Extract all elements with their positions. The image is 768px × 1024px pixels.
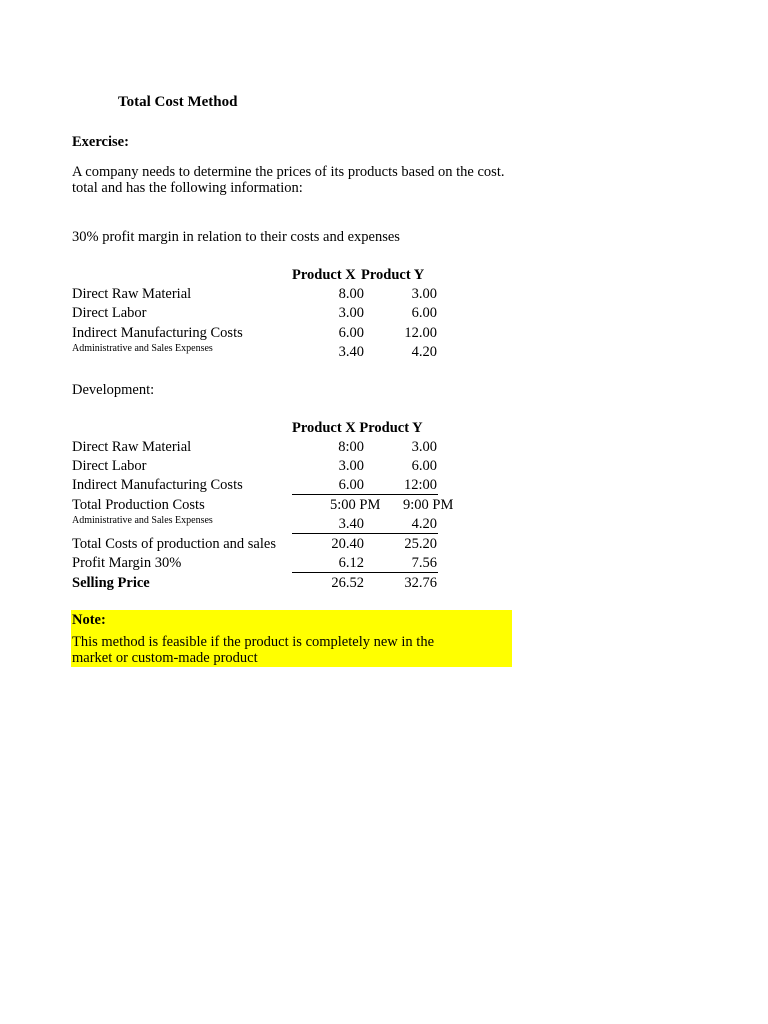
dev-row-y: 25.20: [404, 536, 437, 552]
total-rule: [292, 533, 438, 534]
development-heading: Development:: [72, 382, 155, 398]
dev-row-y: 32.76: [404, 575, 437, 591]
development-header: Product X Product Y: [292, 420, 423, 436]
table1-row-label: Indirect Manufacturing Costs: [72, 325, 243, 341]
dev-row-label: Direct Raw Material: [72, 439, 192, 455]
note-heading: Note:: [72, 612, 106, 628]
dev-row-y: 3.00: [411, 439, 437, 455]
dev-row-x: 5:00 PM: [330, 497, 381, 513]
dev-row-label: Total Costs of production and sales: [72, 536, 276, 552]
dev-row-label: Indirect Manufacturing Costs: [72, 477, 243, 493]
dev-row-x: 20.40: [331, 536, 364, 552]
table1-row-x: 8.00: [338, 286, 364, 302]
table1-header-y: Product Y: [361, 267, 425, 283]
dev-row-y: 4.20: [411, 516, 437, 532]
table1-row-x: 3.40: [338, 344, 364, 360]
note-line1: This method is feasible if the product is completely new in the: [72, 634, 435, 650]
dev-row-y: 6.00: [411, 458, 437, 474]
selling-rule: [292, 572, 438, 573]
dev-row-y: 9:00 PM: [403, 497, 454, 513]
exercise-text-line2: total and has the following information:: [72, 180, 303, 196]
table1-row-x: 3.00: [338, 305, 364, 321]
table1-row-y: 12.00: [404, 325, 437, 341]
table1-header-x: Product X: [292, 267, 356, 283]
table1-row-label: Administrative and Sales Expenses: [72, 343, 213, 354]
dev-row-label: Profit Margin 30%: [72, 555, 182, 571]
dev-row-x: 6.12: [338, 555, 364, 571]
dev-row-y: 12:00: [403, 477, 437, 493]
table1-row-label: Direct Raw Material: [72, 286, 192, 302]
dev-row-y: 7.56: [411, 555, 437, 571]
exercise-text-line1: A company needs to determine the prices of its products based on the cost.: [72, 164, 505, 180]
dev-row-label: Selling Price: [72, 575, 150, 591]
table1-row-y: 6.00: [411, 305, 437, 321]
table1-row-label: Direct Labor: [72, 305, 147, 321]
dev-row-x: 8:00: [338, 439, 364, 455]
margin-text: 30% profit margin in relation to their costs and expenses: [72, 229, 400, 245]
dev-row-x: 6.00: [338, 477, 364, 493]
dev-row-x: 26.52: [331, 575, 364, 591]
dev-row-label: Direct Labor: [72, 458, 147, 474]
note-line2: market or custom-made product: [72, 650, 258, 666]
table1-row-x: 6.00: [338, 325, 364, 341]
dev-row-label: Administrative and Sales Expenses: [72, 515, 213, 526]
table1-row-y: 3.00: [411, 286, 437, 302]
table1-row-y: 4.20: [411, 344, 437, 360]
dev-row-label: Total Production Costs: [72, 497, 205, 513]
page-title: Total Cost Method: [118, 94, 238, 110]
dev-row-x: 3.40: [338, 516, 364, 532]
exercise-heading: Exercise:: [72, 134, 129, 150]
subtotal-rule: [292, 494, 438, 495]
dev-row-x: 3.00: [338, 458, 364, 474]
